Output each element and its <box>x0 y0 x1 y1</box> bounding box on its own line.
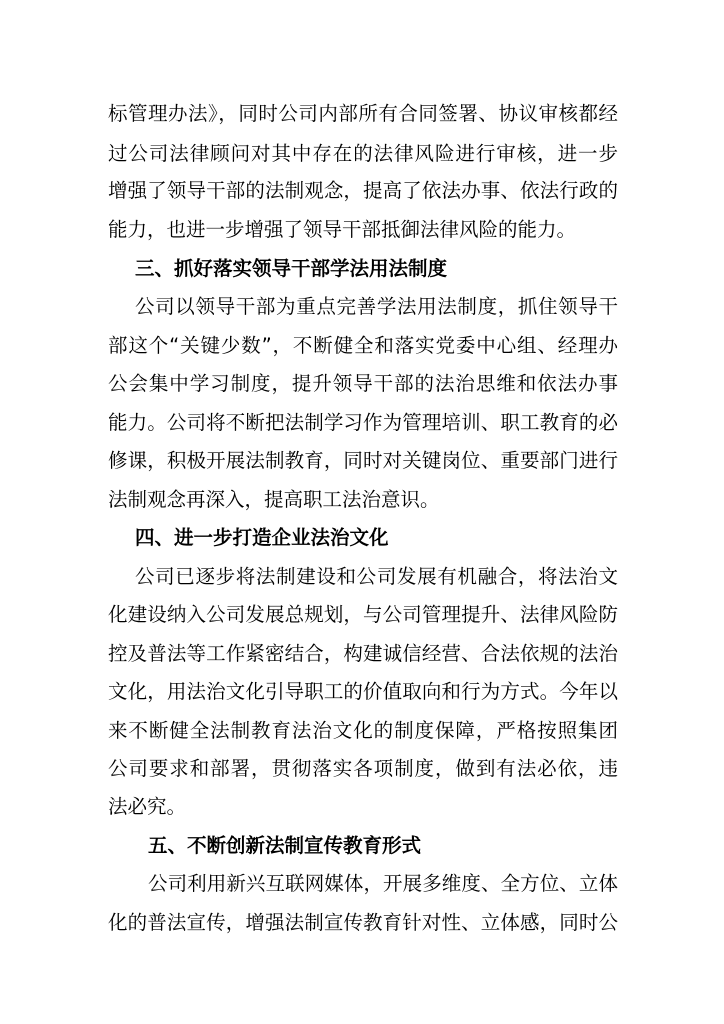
paragraph-line: 公会集中学习制度，提升领导干部的法治思维和依法办事 <box>108 372 618 395</box>
section-heading-3: 三、抓好落实领导干部学法用法制度 <box>135 257 448 280</box>
paragraph-line: 过公司法律顾问对其中存在的法律风险进行审核，进一步 <box>108 142 618 165</box>
paragraph-line: 增强了领导干部的法制观念，提高了依法办事、依法行政的 <box>108 179 618 202</box>
paragraph-line: 标管理办法》，同时公司内部所有合同签署、协议审核都经 <box>108 102 618 125</box>
paragraph-line: 公司利用新兴互联网媒体，开展多维度、全方位、立体 <box>148 872 618 895</box>
paragraph-line: 文化，用法治文化引导职工的价值取向和行为方式。今年以 <box>108 680 618 703</box>
section-heading-5: 五、不断创新法制宣传教育形式 <box>148 834 422 857</box>
paragraph-line: 来不断健全法制教育法治文化的制度保障，严格按照集团 <box>108 719 618 742</box>
paragraph-line: 化建设纳入公司发展总规划，与公司管理提升、法律风险防 <box>108 603 618 626</box>
paragraph-line: 公司要求和部署，贯彻落实各项制度，做到有法必依，违 <box>108 757 618 780</box>
paragraph-line: 公司已逐步将法制建设和公司发展有机融合，将法治文 <box>135 565 618 588</box>
paragraph-line: 控及普法等工作紧密结合，构建诚信经营、合法依规的法治 <box>108 642 618 665</box>
paragraph-line: 法必究。 <box>108 795 187 818</box>
paragraph-line: 能力。公司将不断把法制学习作为管理培训、职工教育的必 <box>108 411 618 434</box>
section-heading-4: 四、进一步打造企业法治文化 <box>135 526 389 549</box>
paragraph-line: 公司以领导干部为重点完善学法用法制度，抓住领导干 <box>135 295 618 318</box>
paragraph-line: 能力，也进一步增强了领导干部抵御法律风险的能力。 <box>108 218 577 241</box>
paragraph-line: 修课，积极开展法制教育，同时对关键岗位、重要部门进行 <box>108 449 618 472</box>
paragraph-line: 化的普法宣传，增强法制宣传教育针对性、立体感，同时公 <box>108 911 618 934</box>
paragraph-line: 部这个“关键少数”，不断健全和落实党委中心组、经理办 <box>108 334 618 357</box>
paragraph-line: 法制观念再深入，提高职工法治意识。 <box>108 488 440 511</box>
